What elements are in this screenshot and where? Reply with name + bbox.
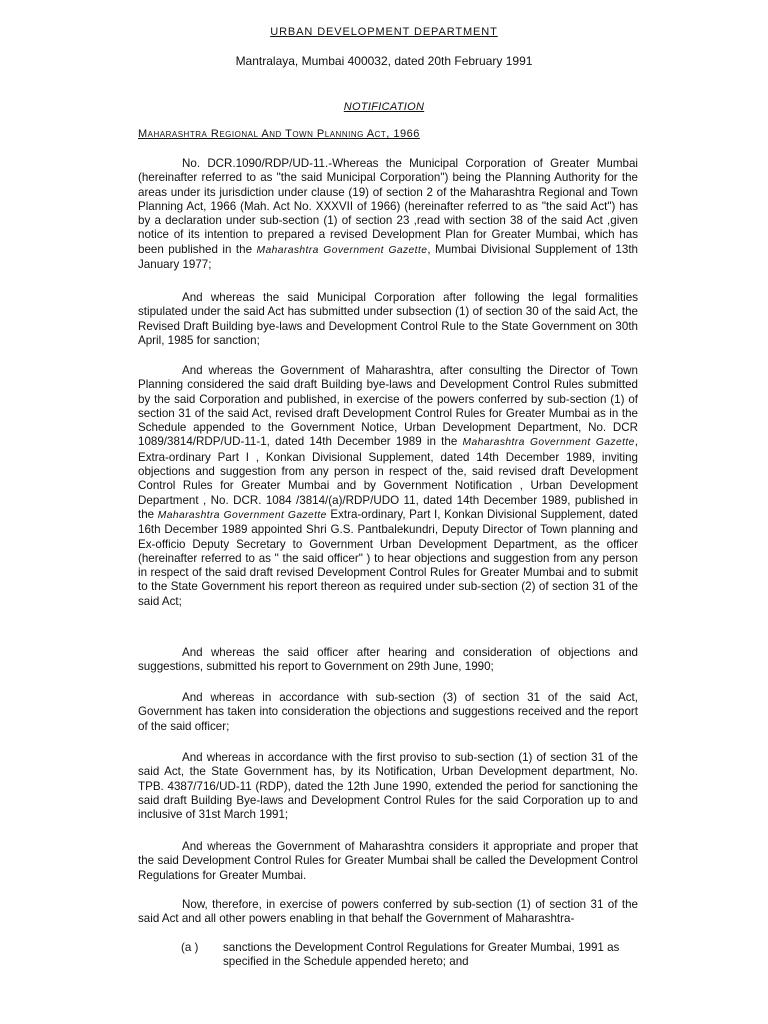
item-a-label: (a ) [181,941,199,954]
paragraph-publication: And whereas the Government of Maharashtra, after consulting the Director of Town Planning considered the said draft Building bye-laws and Development Control Rules submitted by the said Corporation and published, in exercise of the powers conferred by sub-section (1) of section 31 of the said Act, revised draft Development Control Rules for Greater Mumbai as in the Schedule appended to the Government Notice, Urban Development Department, No. DCR 1089/3814/RDP/UD-11-1, dated 14th December 1989 in the Maharashtra Government Gazette, Extra-ordinary Part I , Konkan Divisional Supplement, dated 14th December 1989, inviting objections and suggestion from any person in respect of the, said revised draft Development Control Rules for Greater Mumbai and by Government Notification , Urban Development Department , No. DCR. 1084 /3814/(a)/RDP/UDO 11, dated 14th December 1989, published in the Maharashtra Government Gazette Extra-ordinary, Part I, Konkan Divisional Supplement, dated 16th December 1989 appointed Shri G.S. Pantbalekundri, Deputy Director of Town planning and Ex-officio Deputy Secretary to Government Urban Development Department, as the officer (hereinafter referred to as " the said officer" ) to hear objections and suggestion from any person in respect of the said draft revised Development Control Rules for Greater Mumbai and to submit to the State Government his report thereon as required under sub-section (2) of section 31 of the said Act; [138,364,638,608]
paragraph-preamble: No. DCR.1090/RDP/UD-11.-Whereas the Municipal Corporation of Greater Mumbai (hereinafter referred to as "the said Municipal Corporation") being the Planning Authority for the areas under its jurisdiction under clause (19) of section 2 of the Maharashtra Regional and Town Planning Act, 1966 (Mah. Act No. XXXVII of 1966) (hereinafter referred to as "the said Act") has by a declaration under sub-section (1) of section 23 ,read with section 38 of the said Act ,given notice of its intention to prepared a revised Development Plan for Greater Mumbai, which has been published in the Maharashtra Government Gazette, Mumbai Divisional Supplement of 13th January 1977; [138,157,638,272]
paragraph-submission: And whereas the said Municipal Corporation after following the legal formalities stipulated under the said Act has submitted under subsection (1) of section 30 of the said Act, the Revised Draft Building bye-laws and Development Control Rule to the State Government on 30th April, 1985 for sanction; [138,291,638,347]
place-date-line: Mantralaya, Mumbai 400032, dated 20th February 1991 [235,54,533,68]
gazette-name: Maharashtra Government Gazette [256,244,428,256]
gazette-name: Maharashtra Government Gazette [157,509,327,521]
paragraph-officer-report: And whereas the said officer after hearing and consideration of objections and suggestions, submitted his report to Government on 29th June, 1990; [138,646,638,674]
gazette-name: Maharashtra Government Gazette [462,437,635,449]
paragraph-extension: And whereas in accordance with the first proviso to sub-section (1) of section 31 of the said Act, the State Government has, by its Notification, Urban Development department, No. TPB. 4387/716/UD-11 (RDP), dated the 12th June 1990, extended the period for sanctioning the said draft Building Bye-laws and Development Control Rules for the said Corporation up to and inclusive of 31st March 1991; [138,751,638,822]
paragraph-naming: And whereas the Government of Maharashtra considers it appropriate and proper that the said Development Control Rules for Greater Mumbai shall be called the Development Control Regulations for Greater Mumbai. [138,840,638,882]
paragraph-sanction: Now, therefore, in exercise of powers conferred by sub-section (1) of section 31 of the said Act and all other powers enabling in that behalf the Government of Maharashtra- [138,898,638,926]
notification-heading: NOTIFICATION [343,101,425,113]
paragraph-consideration: And whereas in accordance with sub-section (3) of section 31 of the said Act, Government has taken into consideration the objections and suggestions received and the report of the said officer; [138,691,638,733]
department-heading: URBAN DEVELOPMENT DEPARTMENT [270,26,498,38]
act-title: Maharashtra Regional And Town Planning Act, 1966 [138,128,420,140]
item-a-text: sanctions the Development Control Regulations for Greater Mumbai, 1991 as specified in the Schedule appended hereto; and [223,941,620,969]
